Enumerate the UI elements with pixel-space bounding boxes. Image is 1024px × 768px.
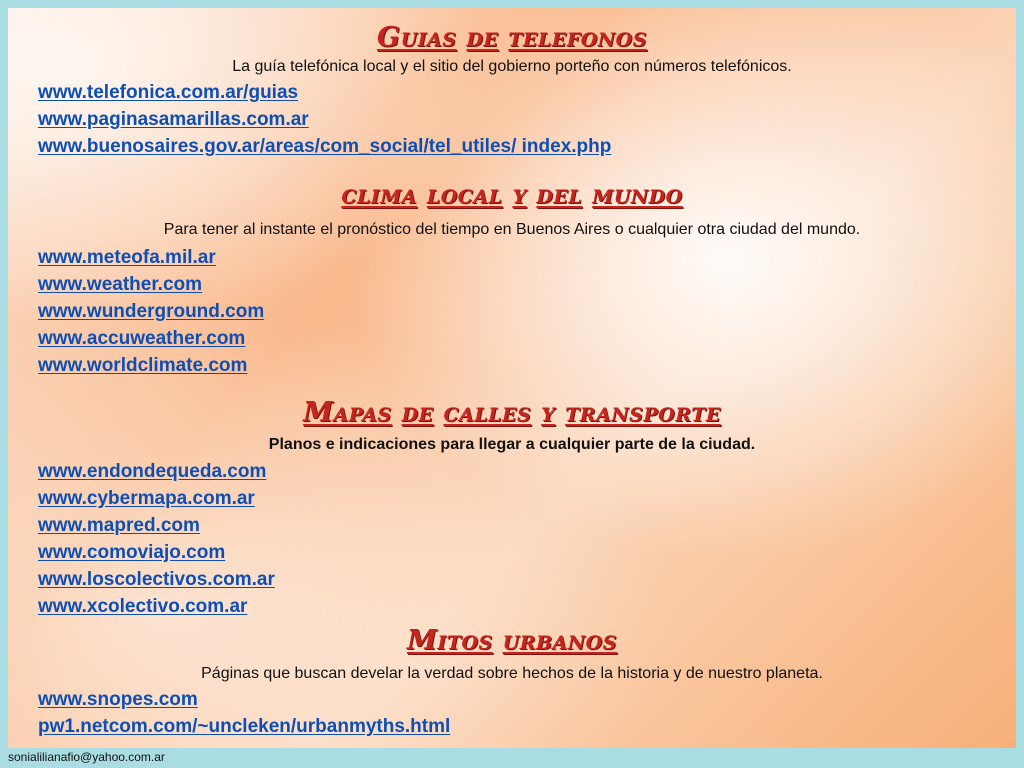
section-description-mitos: Páginas que buscan develar la verdad sobre hechos de la historia y de nuestro planeta. xyxy=(201,665,823,682)
link-telefonica[interactable]: www.telefonica.com.ar/guias xyxy=(38,82,299,103)
title-word: Mitos xyxy=(407,625,493,656)
title-word: mundo xyxy=(592,179,683,210)
section-title-guias xyxy=(8,22,1016,54)
link-wunderground[interactable]: www.wunderground.com xyxy=(38,301,265,322)
section-description-clima: Para tener al instante el pronóstico del tiempo en Buenos Aires o cualquier otra ciudad del mundo. xyxy=(163,221,861,238)
title-word: calles xyxy=(443,397,532,428)
title-word: local xyxy=(426,179,503,210)
link-mapred[interactable]: www.mapred.com xyxy=(38,515,200,536)
title-word: del xyxy=(536,179,583,210)
link-weather[interactable]: www.weather.com xyxy=(38,274,203,295)
link-worldclimate[interactable]: www.worldclimate.com xyxy=(38,355,248,376)
title-word: y xyxy=(541,397,556,428)
link-urbanmyths[interactable]: pw1.netcom.com/~uncleken/urbanmyths.html xyxy=(38,716,451,737)
title-word: de xyxy=(401,397,434,428)
link-accuweather[interactable]: www.accuweather.com xyxy=(38,328,246,349)
title-word: telefonos xyxy=(508,22,647,53)
section-title-mapas xyxy=(8,397,1016,429)
link-endondequeda[interactable]: www.endondequeda.com xyxy=(38,461,267,482)
title-word: clima xyxy=(341,179,417,210)
title-word: transporte xyxy=(565,397,721,428)
section-title-clima xyxy=(8,179,1016,211)
title-word: Mapas xyxy=(303,397,392,428)
section-description-mapas: Planos e indicaciones para llegar a cualquier parte de la ciudad. xyxy=(268,436,756,453)
section-title-mitos xyxy=(8,625,1016,657)
title-word: y xyxy=(512,179,527,210)
title-word: urbanos xyxy=(502,625,617,656)
footer-email: sonialilianafio@yahoo.com.ar xyxy=(8,750,165,764)
link-comoviajo[interactable]: www.comoviajo.com xyxy=(38,542,226,563)
link-cybermapa[interactable]: www.cybermapa.com.ar xyxy=(38,488,255,509)
link-buenosaires[interactable]: www.buenosaires.gov.ar/areas/com_social/tel_utiles/ index.php xyxy=(38,136,612,157)
link-meteofa[interactable]: www.meteofa.mil.ar xyxy=(38,247,216,268)
title-word: de xyxy=(466,22,499,53)
link-list-clima xyxy=(38,244,264,379)
link-loscolectivos[interactable]: www.loscolectivos.com.ar xyxy=(38,569,275,590)
link-list-mapas xyxy=(38,458,275,620)
link-list-guias xyxy=(38,79,611,160)
link-paginasamarillas[interactable]: www.paginasamarillas.com.ar xyxy=(38,109,309,130)
link-snopes[interactable]: www.snopes.com xyxy=(38,689,198,710)
link-list-mitos xyxy=(38,686,450,740)
title-word: Guias xyxy=(377,22,457,53)
link-xcolectivo[interactable]: www.xcolectivo.com.ar xyxy=(38,596,248,617)
section-description-guias: La guía telefónica local y el sitio del gobierno porteño con números telefónicos. xyxy=(232,58,792,75)
slide xyxy=(8,8,1016,748)
